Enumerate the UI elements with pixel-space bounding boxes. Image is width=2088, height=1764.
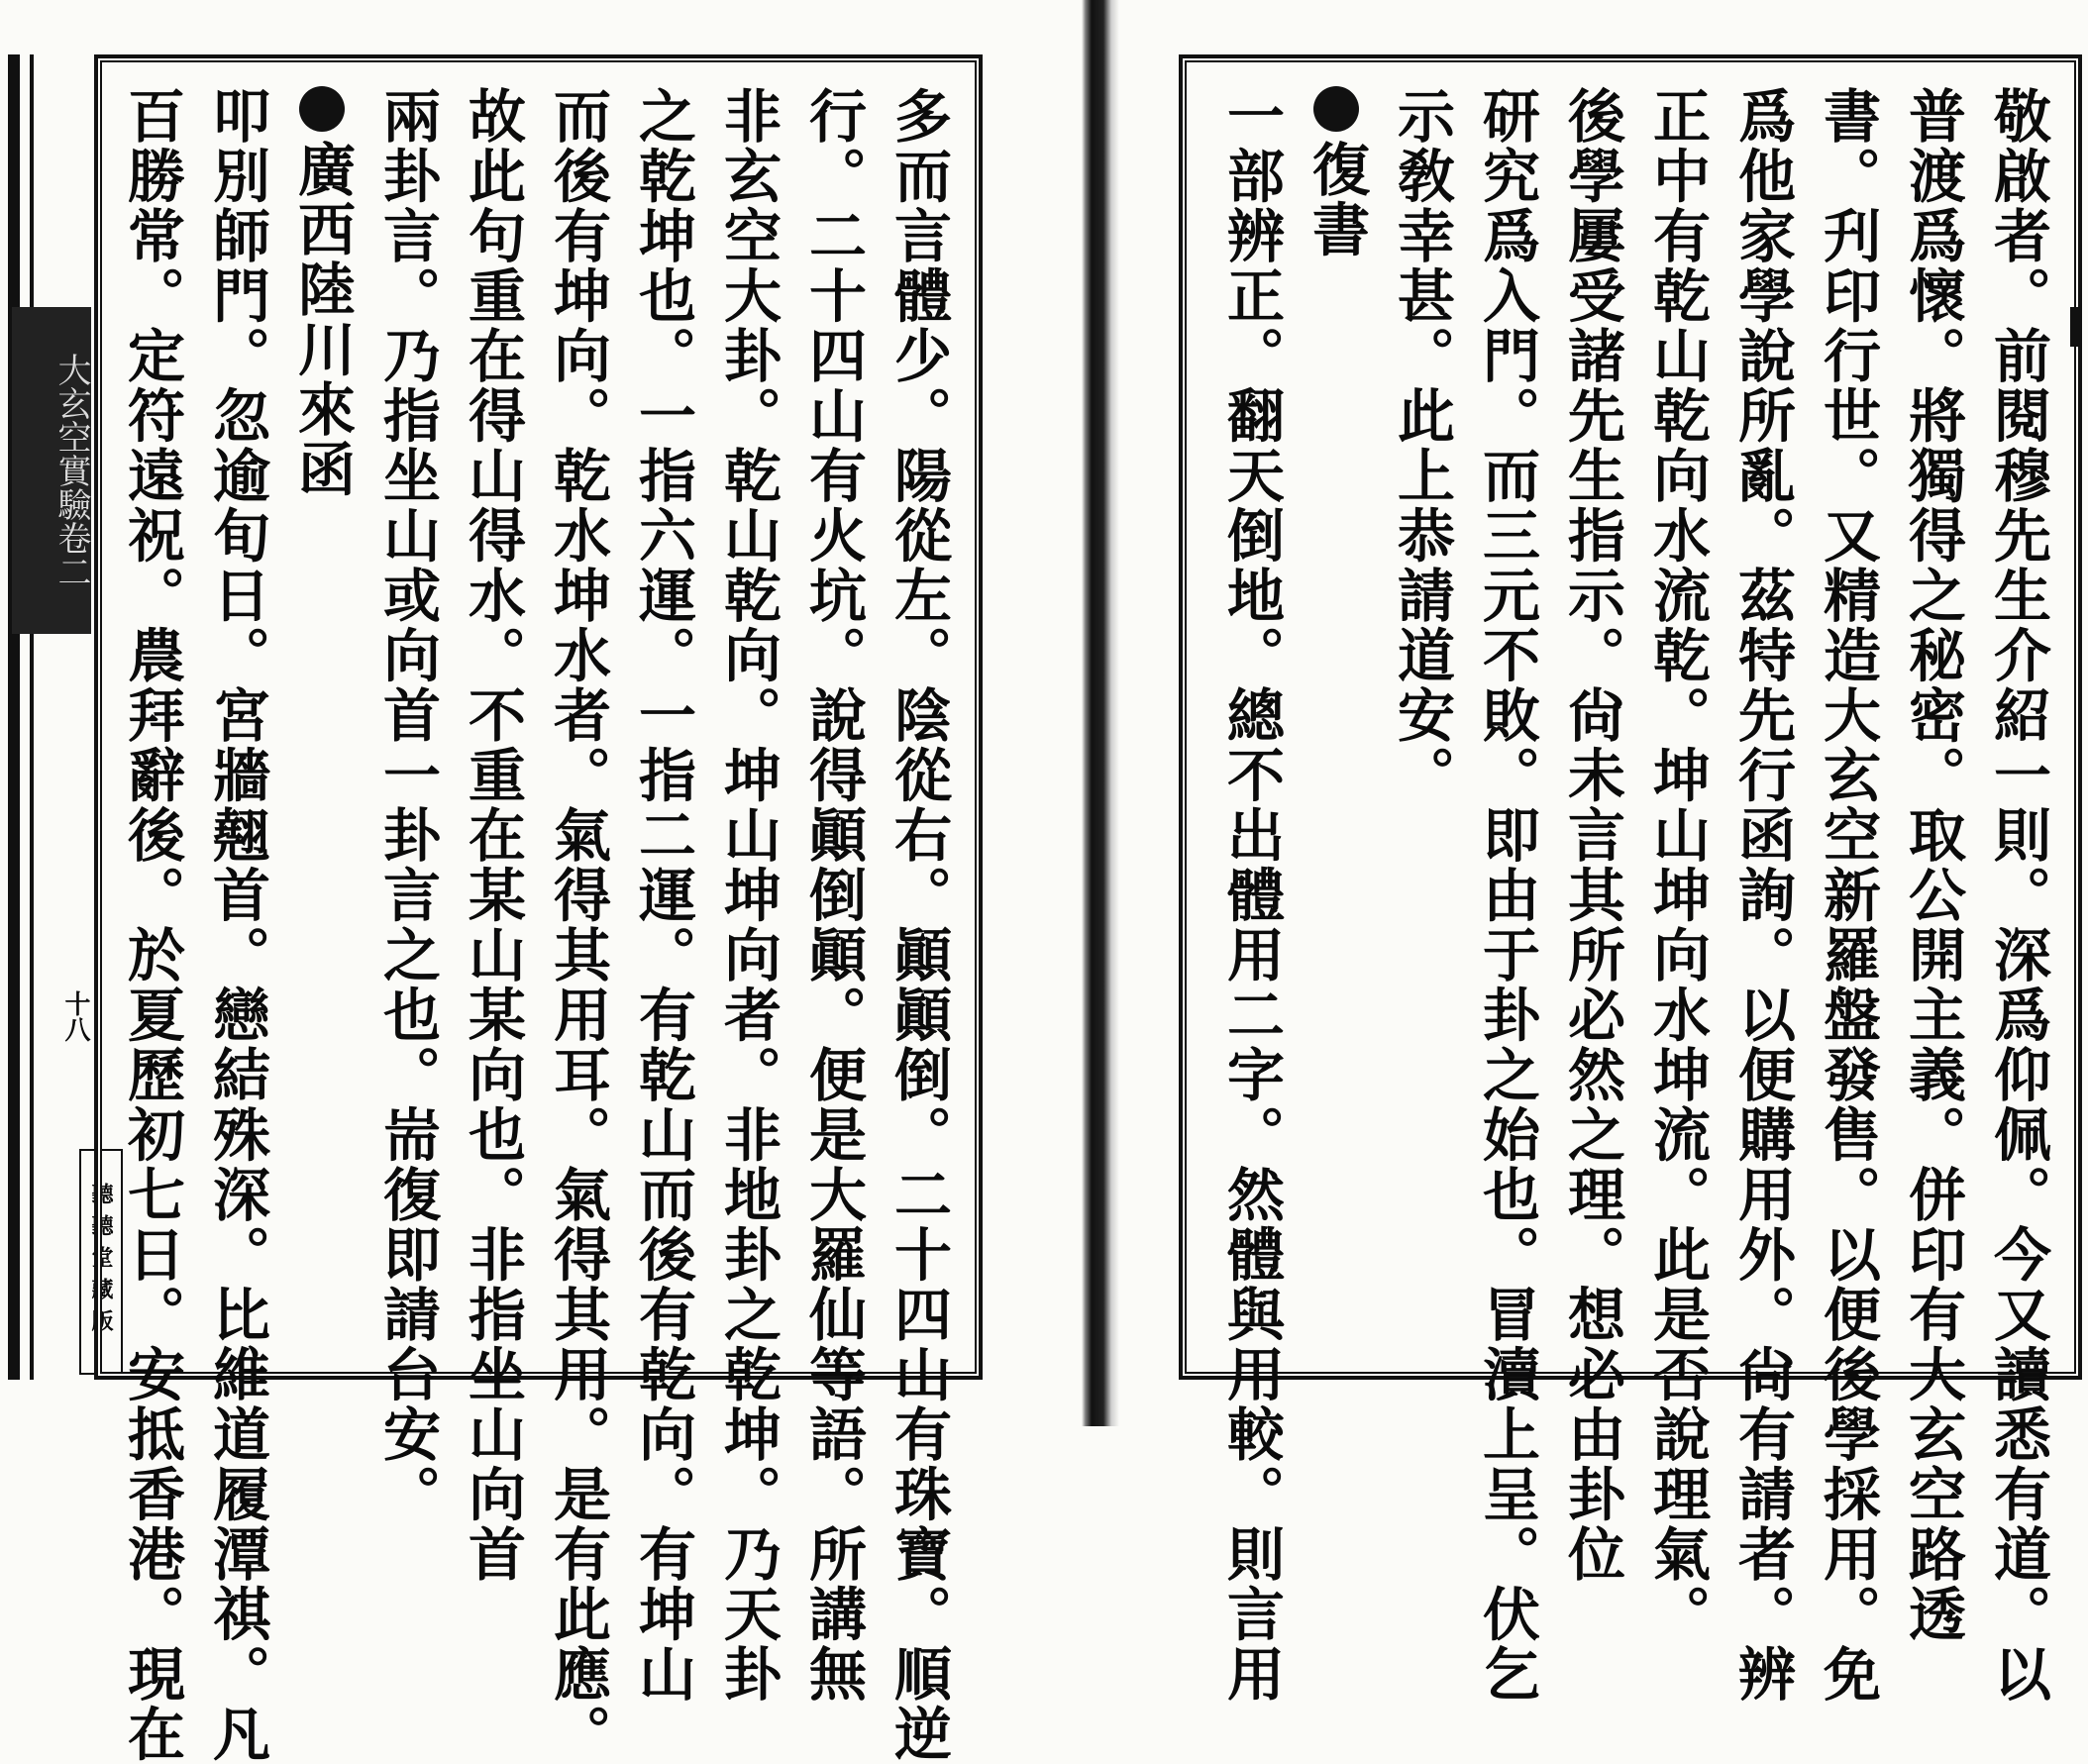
edge-mark xyxy=(2070,307,2078,347)
text-column: 兩卦言。乃指坐山或向首一卦言之也。耑復即請台安。 xyxy=(373,86,441,1524)
publisher-label: 聽聽堂藏版 xyxy=(79,1149,123,1375)
letter-heading-column xyxy=(279,86,365,1358)
text-column: 之乾坤也。一指六運。一指二運。有乾山而後有乾向。有坤山 xyxy=(629,86,696,1705)
margin-border-bar xyxy=(8,54,20,1380)
text-column: 非玄空大卦。乾山乾向。坤山坤向者。非地卦之乾坤。乃天卦 xyxy=(714,86,782,1705)
text-column: 故此句重在得山得水。不重在某山某向也。非指坐山向首 xyxy=(459,86,526,1585)
text-column: 示敎幸甚。此上恭請道安。 xyxy=(1388,86,1455,805)
text-column: 叩別師門。忽逾旬日。宮牆翹首。戀結殊深。比維道履潭祺。凡 xyxy=(203,86,270,1764)
margin-border-line xyxy=(30,54,34,1380)
text-column: 一部辨正。翻天倒地。總不出體用二字。然體與用較。則言用 xyxy=(1217,86,1285,1705)
left-page xyxy=(94,54,983,1764)
page-number: 十八 xyxy=(60,990,90,1042)
text-column: 百勝常。定符遠祝。農拜辭後。於夏歷初七日。安抵香港。現在 xyxy=(118,86,185,1764)
right-page xyxy=(1179,54,2082,1705)
right-text-area xyxy=(1201,86,2060,1705)
bullet-icon xyxy=(1313,86,1359,132)
letter-heading: 廣西陸川來函 xyxy=(288,140,356,499)
text-column: 多而言體少。陽從左。陰從右。顚顚倒。二十四山有珠寶。順逆 xyxy=(885,86,952,1764)
book-spine xyxy=(1012,0,1161,1426)
text-column: 而後有坤向。乾水坤水者。氣得其用耳。氣得其用。是有此應。 xyxy=(544,86,611,1764)
text-column: 普渡爲懷。將獨得之秘密。取公開主義。併印有大玄空路透 xyxy=(1899,86,1966,1644)
text-column: 後學屢受諸先生指示。尙未言其所必然之理。想必由卦位 xyxy=(1558,86,1625,1585)
reply-heading-column xyxy=(1294,86,1379,1358)
text-column: 研究爲入門。而三元不敗。即由于卦之始也。冒瀆上呈。伏乞 xyxy=(1473,86,1540,1705)
left-text-area xyxy=(116,86,961,1764)
text-column: 行。二十四山有火坑。說得顚倒顚。便是大羅仙等語。所講無 xyxy=(799,86,867,1705)
bullet-icon xyxy=(299,86,345,132)
text-column: 書。刋印行世。又精造大玄空新羅盤發售。以便後學採用。免 xyxy=(1814,86,1881,1705)
book-title: 大玄空實驗卷二 xyxy=(12,307,91,634)
text-column: 正中有乾山乾向水流乾。坤山坤向水坤流。此是否說理氣。 xyxy=(1643,86,1711,1644)
text-column: 爲他家學說所亂。茲特先行函詢。以便購用外。尙有請者。辨 xyxy=(1728,86,1796,1705)
text-column: 敬啟者。前閱穆先生介紹一則。深爲仰佩。今又讀悉有道。以 xyxy=(1984,86,2051,1705)
reply-heading: 復書 xyxy=(1303,140,1370,259)
